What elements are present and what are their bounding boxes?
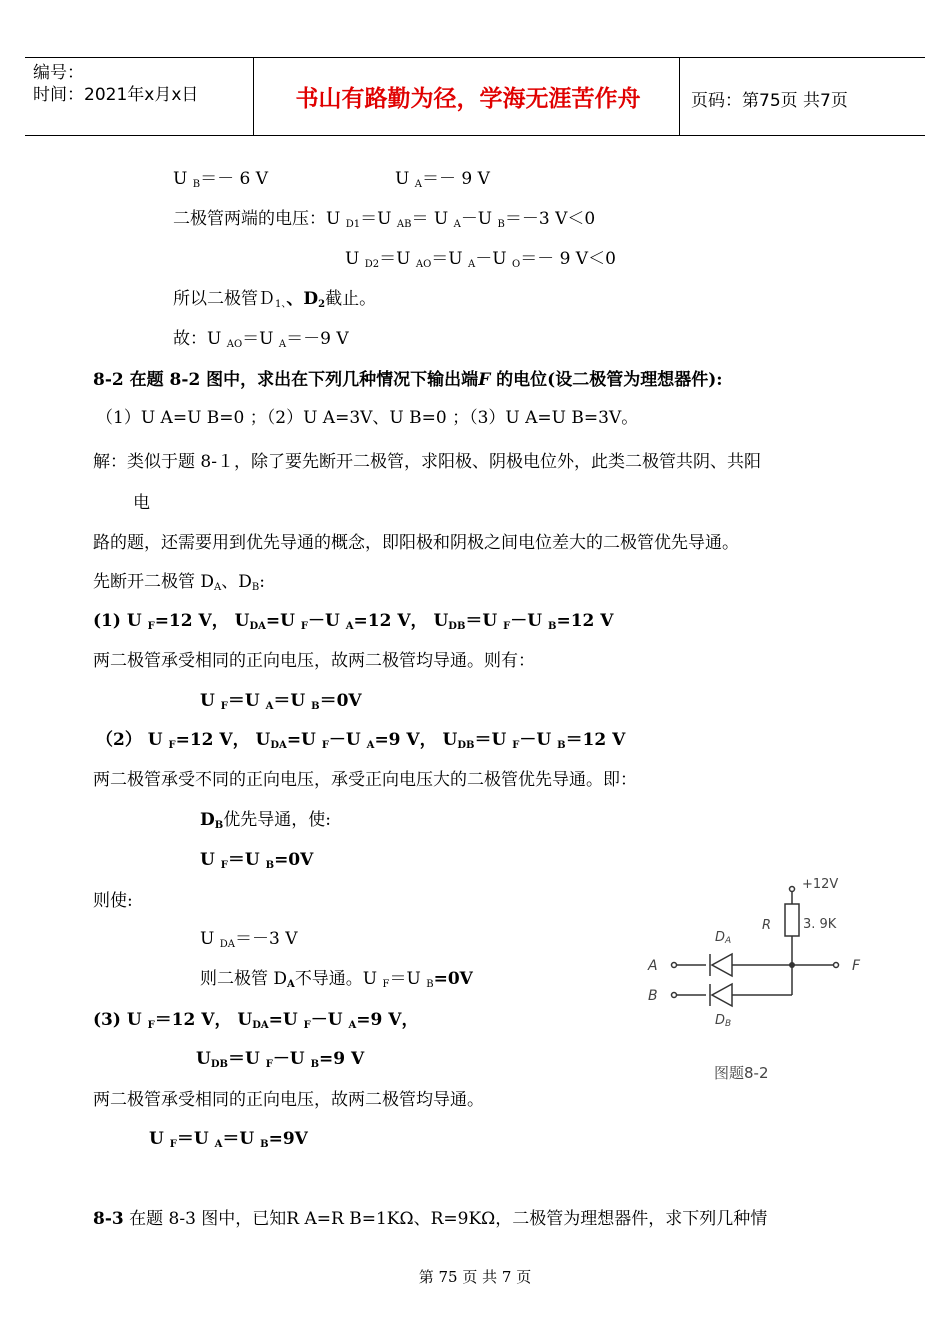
- circuit-diagram: [640, 868, 880, 1088]
- text-line: $D_B$优先导通，使:: [200, 810, 331, 831]
- node-f-label: F: [852, 958, 861, 974]
- diode-da: [712, 954, 732, 976]
- page-footer: 第 75 页 共 7 页: [418, 1268, 532, 1286]
- text-line: 两二极管承受相同的正向电压，故两二极管均导通。: [93, 1090, 484, 1110]
- text-line: 两二极管承受相同的正向电压，故两二极管均导通。则有：: [93, 651, 535, 671]
- header-left: [33, 62, 198, 106]
- figure-caption: 图题8-2: [714, 1064, 769, 1082]
- text-line: 则二极管 $D_A$不导通。U $_F$＝U $_B$=0V: [200, 969, 473, 990]
- cases-line: （1）U A=U B=0 ；（2）U A=3V、U B=0 ；（3）U A=U B=3V。: [96, 408, 639, 428]
- header-divider: [253, 58, 254, 135]
- resistor: [785, 904, 799, 936]
- node-b-label: B: [648, 988, 658, 1004]
- solution-line: 先断开二极管 $D_A$、$D_B$:: [93, 572, 266, 593]
- text-line: 所以二极管Ｄ$_{1、}$、$D_2$截止。: [173, 289, 377, 310]
- r-label: R: [762, 918, 772, 933]
- page-label: 页码：第75页 共7页: [691, 91, 848, 111]
- text-line: U $_B$＝－ 6 V: [173, 169, 268, 190]
- text-line: 故：U $_{AO}$＝U $_A$＝－9 V: [173, 329, 349, 350]
- text-line: U $_F$＝U $_A$＝U $_B$=9V: [149, 1129, 308, 1150]
- motto: 书山有路勤为径，学海无涯苦作舟: [295, 86, 641, 112]
- question-8-3: 8-3 在题 8-3 图中，已知R A=R B=1KΩ、R=9KΩ，二极管为理想器件，求下列几种情: [93, 1209, 768, 1229]
- supply-label: +12V: [802, 877, 839, 892]
- text-line: U $_{DA}$＝－3 V: [200, 929, 298, 950]
- text-line: U $_A$＝－ 9 V: [395, 169, 490, 190]
- solution-line: 路的题，还需要用到优先导通的概念，即阳极和阴极之间电位差大的二极管优先导通。: [93, 533, 739, 553]
- da-label: DA: [715, 930, 732, 946]
- case-2-line: （2） U $_F$=12 V， $U_{DA}=U$ $_F$－U $_A$=9 V， $U_{DB}=U$ $_F$－U $_B$＝12 V: [96, 730, 626, 751]
- node-a-label: A: [648, 958, 658, 974]
- text-line: 二极管两端的电压：U $_{D1}$＝U $_{AB}$＝ U $_A$－U $_B$＝－3 V＜0: [173, 209, 596, 230]
- text-line: 两二极管承受不同的正向电压，承受正向电压大的二极管优先导通。即：: [93, 770, 637, 790]
- header-divider: [679, 58, 680, 135]
- text-line: U $_F$＝U $_A$＝U $_B$＝0V: [200, 691, 362, 712]
- db-label: DB: [715, 1013, 732, 1029]
- page-header: [25, 57, 925, 136]
- text-line: $U_{DB}=U$ $_F$－U $_B$=9 V: [196, 1049, 365, 1070]
- text-line: 则使:: [93, 891, 133, 911]
- diode-db: [712, 984, 732, 1006]
- r-value: 3. 9K: [803, 917, 837, 932]
- text-line: U $_F$＝U $_B$=0V: [200, 850, 314, 871]
- solution-line: 电: [133, 493, 150, 513]
- time-label: 时间：2021年x月x日: [33, 85, 199, 105]
- serial-label: 编号：: [33, 63, 84, 83]
- question-8-2: 8-2 在题 8-2 图中，求出在下列几种情况下输出端F 的电位(设二极管为理想器件):: [93, 370, 723, 390]
- text-line: U $_{D2}$＝U $_{AO}$＝U $_A$－U $_O$＝－ 9 V＜0: [345, 249, 616, 270]
- solution-line: 解：类似于题 8-１，除了要先断开二极管，求阳极、阴极电位外，此类二极管共阴、共阳: [93, 452, 761, 472]
- case-3-line: (3) U $_F$＝12 V， $U_{DA}=U$ $_F$－U $_A$=9 V，: [93, 1010, 419, 1031]
- case-1-line: (1) U $_F$=12 V， $U_{DA}=U$ $_F$－U $_A$=12 V， $U_{DB}=U$ $_F$－U $_B$=12 V: [93, 611, 614, 632]
